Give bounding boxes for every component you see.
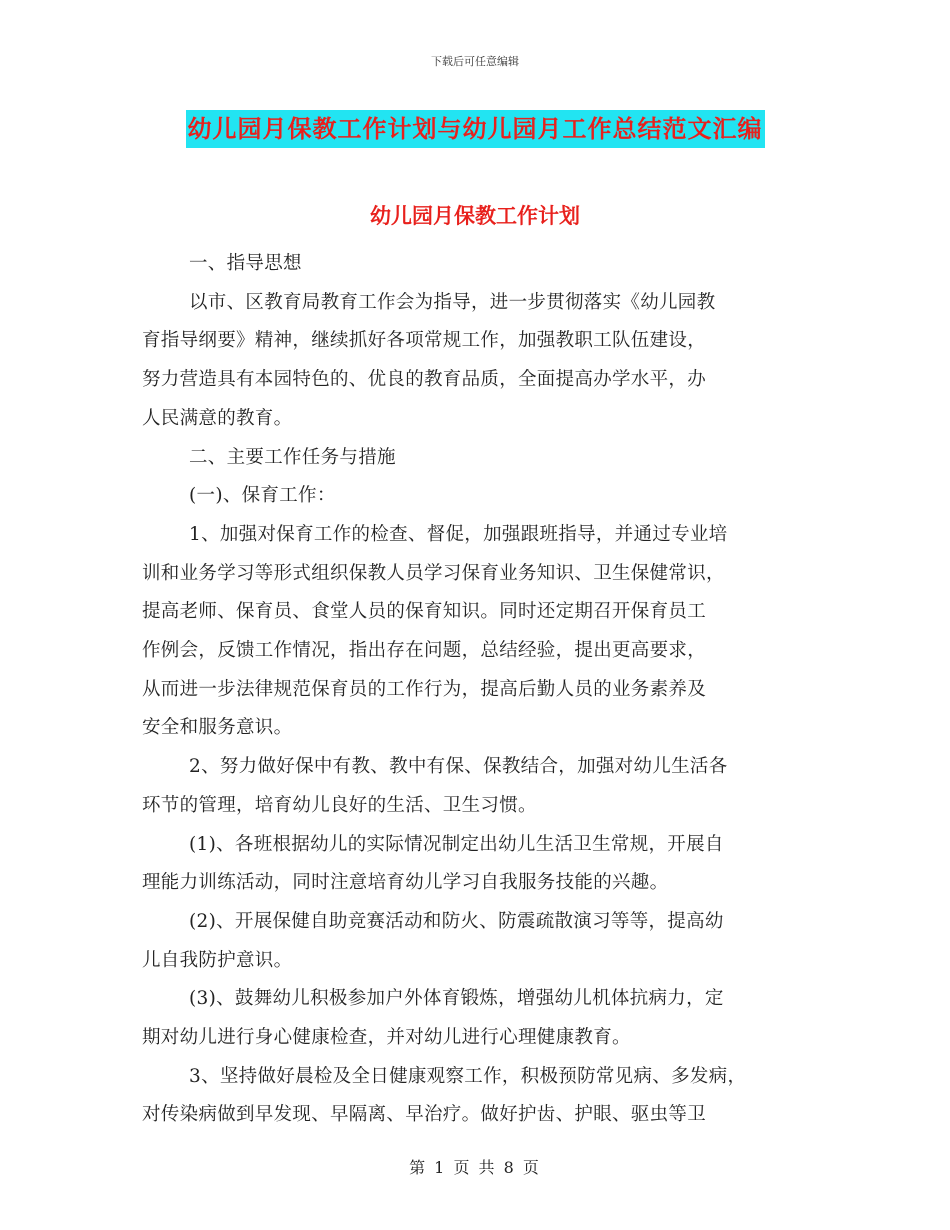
text-line: 对传染病做到早发现、早隔离、早治疗。做好护齿、护眼、驱虫等卫 — [142, 1104, 707, 1126]
text-line: (3)、鼓舞幼儿积极参加户外体育锻炼，增强幼儿机体抗病力，定 — [189, 988, 724, 1010]
text-line: 理能力训练活动，同时注意培育幼儿学习自我服务技能的兴趣。 — [142, 872, 669, 894]
text-line: 儿自我防护意识。 — [142, 949, 293, 971]
text-line: 二、主要工作任务与措施 — [189, 446, 396, 468]
document-title-text: 幼儿园月保教工作计划与幼儿园月工作总结范文汇编 — [186, 110, 765, 148]
page-number: 第 1 页 共 8 页 — [409, 1158, 541, 1177]
text-line: 期对幼儿进行身心健康检查，并对幼儿进行心理健康教育。 — [142, 1027, 631, 1049]
header-note: 下载后可任意编辑 — [431, 55, 519, 68]
text-line: 以市、区教育局教育工作会为指导，进一步贯彻落实《幼儿园教 — [189, 291, 716, 313]
text-line: 一、指导思想 — [189, 253, 302, 274]
text-line: (2)、开展保健自助竞赛活动和防火、防震疏散演习等等，提高幼 — [189, 910, 724, 932]
text-line: 作例会，反馈工作情况，指出存在问题，总结经验，提出更高要求， — [142, 640, 707, 662]
document-body — [142, 245, 822, 1135]
text-line: 2、努力做好保中有教、教中有保、保教结合，加强对幼儿生活各 — [189, 756, 728, 778]
text-line: 3、坚持做好晨检及全日健康观察工作，积极预防常见病、多发病， — [189, 1065, 747, 1087]
section-title: 幼儿园月保教工作计划 — [370, 203, 580, 228]
text-line: 提高老师、保育员、食堂人员的保育知识。同时还定期召开保育员工 — [142, 601, 707, 623]
text-line: 从而进一步法律规范保育员的工作行为，提高后勤人员的业务素养及 — [142, 678, 707, 700]
document-title — [0, 110, 950, 148]
text-line: 努力营造具有本园特色的、优良的教育品质，全面提高办学水平，办 — [142, 369, 707, 391]
text-line: 训和业务学习等形式组织保教人员学习保育业务知识、卫生保健常识， — [142, 562, 725, 584]
text-line: 人民满意的教育。 — [142, 407, 293, 429]
text-line: 安全和服务意识。 — [142, 717, 293, 739]
text-line: 育指导纲要》精神，继续抓好各项常规工作，加强教职工队伍建设， — [142, 330, 707, 352]
text-line: (一)、保育工作： — [189, 485, 336, 507]
text-line: 1、加强对保育工作的检查、督促，加强跟班指导，并通过专业培 — [189, 523, 728, 545]
text-line: 环节的管理，培育幼儿良好的生活、卫生习惯。 — [142, 794, 537, 816]
text-line: (1)、各班根据幼儿的实际情况制定出幼儿生活卫生常规，开展自 — [189, 833, 724, 855]
